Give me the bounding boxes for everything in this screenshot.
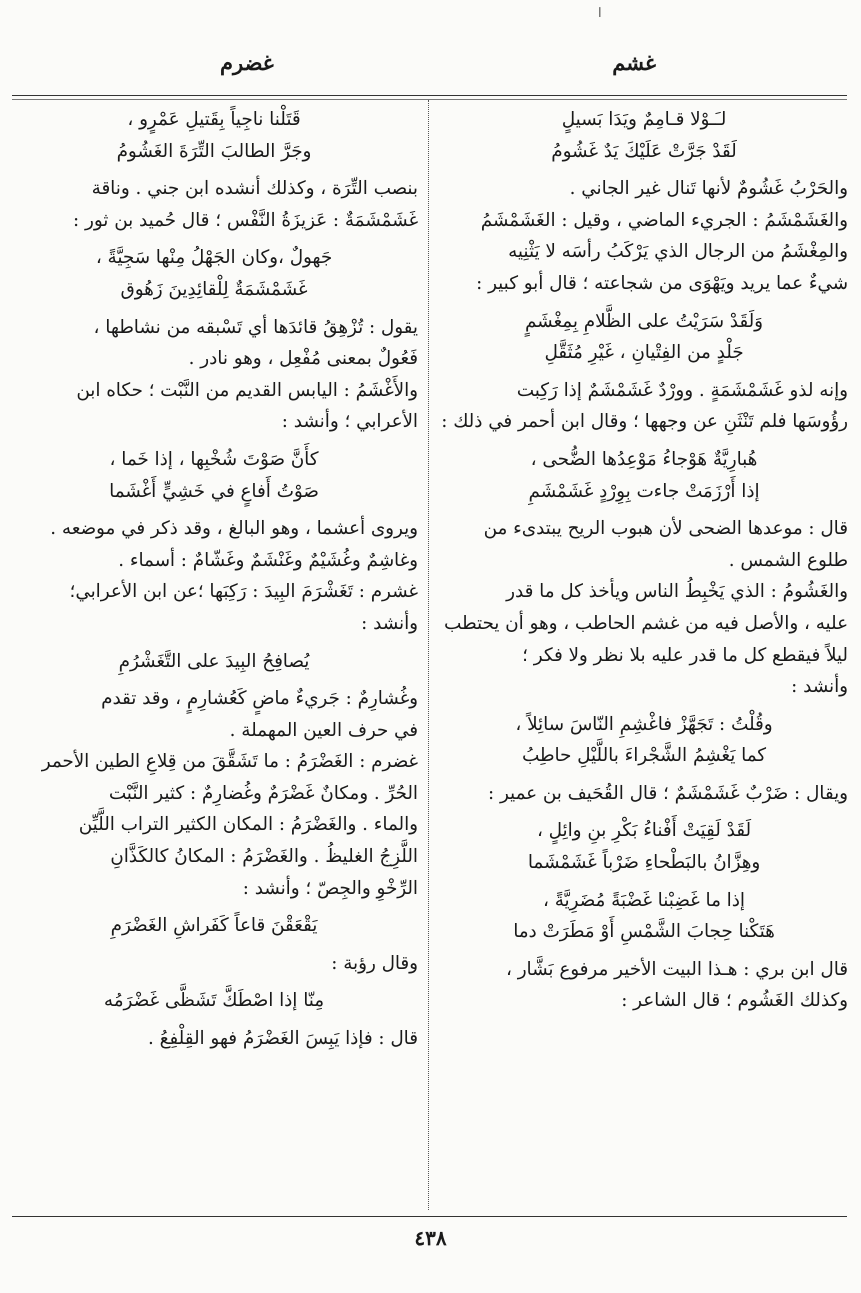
text-line: طلوع الشمس . — [728, 549, 848, 571]
text-line: والغَشُومُ : الذي يَخْبِطُ الناس ويأخذ كل ما قدر — [506, 581, 848, 603]
text-line: قال ابن بري : هـذا البيت الأخير مرفوع بَشَّار ، — [506, 958, 848, 980]
header-word-right: غشم — [612, 50, 656, 75]
text-line: وقال رؤبة : — [331, 952, 418, 974]
text-line: وإنه لذو غَشَمْشَمَةٍ . وورْدٌ غَشَمْشَمٌ إذا رَكِبت — [516, 379, 848, 401]
text-line: ويروى أعشما ، وهو البالغ ، وقد ذكر في موضعه . — [50, 518, 418, 540]
text-line: الأعرابي ؛ وأنشد : — [281, 411, 418, 433]
text-line: وغاشِمٌ وغُشَيْمٌ وغَنْشَمٌ وغَشّامٌ : أسماء . — [118, 549, 418, 571]
verse-line: جَلْدٍ من الفِتْيانِ ، غَيْرِ مُثَقَّلِ — [544, 342, 744, 364]
text-line: وأنشد : — [361, 612, 418, 634]
text-line: عليه ، والأصل فيه من غشم الحاطب ، وهو أن يحتطب — [444, 612, 848, 634]
entry-line: غشرم : تَغَشْرَمَ البِيدَ : رَكِبَها ؛عن ابن الأعرابي؛ — [69, 581, 418, 603]
verse-line: لـَـوْلا قـامِمٌ ويَدَا بَسيلٍ — [561, 109, 727, 130]
entry-line: غضرم : الغَضْرَمُ : ما تَشَقَّقَ من قِلاعِ الطين الأحمر — [41, 751, 418, 773]
verse-line: مِنّا إذا اصْطَكَّ تَشَظَّى غَضْرَمُه — [103, 990, 325, 1012]
verse-line: هُبارِيَّةٌ هَوْجاءُ مَوْعِدُها الضُّحى ، — [530, 448, 758, 470]
text-line: والغَشَمْشَمُ : الجريء الماضي ، وقيل : الغَشَمْشَمُ — [480, 209, 848, 231]
text-line: في حرف العين المهملة . — [229, 719, 418, 741]
left-column — [10, 104, 418, 1204]
verse-line: لَقَدْ جَرَّتْ عَلَيْكَ يَدٌ غَشُومُ — [551, 140, 737, 162]
verse-line: وهِزَّانُ بالبَطْحاءِ ضَرْباً غَشَمْشَما — [527, 852, 761, 874]
text-line: الرِّخْوِ والجِصّ ؛ وأنشد : — [242, 877, 418, 899]
text-line: والأَغْشَمُ : اليابس القديم من النَّبْت ؛ حكاه ابن — [76, 379, 418, 401]
text-line: الحُرِّ . ومكانٌ غَضْرَمٌ وغُضارِمٌ : كثير النَّبْت — [108, 782, 418, 804]
verse-line: لَقَدْ لَقِيَتْ أَفْناءُ بَكْرِ بنِ وائِلٍ ، — [536, 820, 752, 842]
text-line: غَشَمْشَمَةٌ : عَزيزَةُ النَّفْس ؛ قال حُميد بن ثور : — [73, 209, 418, 231]
header-rule — [12, 95, 847, 96]
verse-line: كأَنَّ صَوْتَ شُخْبِها ، إذا خَما ، — [109, 448, 319, 470]
text-line: قال : موعدها الضحى لأن هبوب الريح يبتدىء من — [483, 518, 848, 540]
verse-line: كما يَغْشِمُ الشَّجْراءَ باللَّيْلِ حاطِبُ — [521, 745, 766, 767]
verse-line: وجَرَّ الطالبَ التِّرَةَ الغَشُومُ — [116, 140, 312, 162]
text-line: وكذلك الغَشُوم ؛ قال الشاعر : — [621, 990, 848, 1012]
text-line: رؤُوسَها فلم تَنْثَنِ عن وجهها ؛ وقال ابن أحمر في ذلك : — [441, 411, 848, 433]
text-line: ليلاً فيقطع كل ما قدر عليه بلا نظر ولا فكر ؛ — [522, 644, 848, 666]
right-column — [440, 104, 848, 1204]
text-line: وغُشارِمٌ : جَريءٌ ماضٍ كَعُشارِمٍ ، وقد تقدم — [101, 688, 418, 710]
top-mark: ا — [598, 6, 602, 21]
text-line: شيءٌ عما يريد ويَهْوَى من شجاعته ؛ قال أبو كبير : — [476, 272, 848, 294]
verse-line: جَهولٌ ،وكان الجَهْلُ مِنْها سَجِيَّةً ، — [95, 247, 333, 269]
text-line: يقول : تُزْهِقُ قائدَها أي تَسْبقه من نشاطها ، — [93, 316, 418, 338]
verse-line: قَتَلْنا ناجِياً بِقَتيلِ عَمْرٍو ، — [127, 109, 301, 130]
text-line: ويقال : ضَرْبٌ غَشَمْشَمٌ ؛ قال القُحَيف بن عمير : — [488, 782, 848, 804]
page-number: ٤٣٨ — [414, 1226, 447, 1250]
verse-line: إذا ما غَضِبْنا غَضْبَةً مُضَرِيَّةً ، — [543, 889, 745, 911]
column-divider — [428, 100, 429, 1210]
verse-line: غَشَمْشَمَةٌ لِلْقائِدِينَ زَهُوق — [120, 278, 308, 300]
verse-line: وقُلْتُ : تَجَهَّزْ فاغْشِمِ النّاسَ سائِلاً ، — [515, 713, 773, 735]
verse-line: يُصافِحُ البِيدَ على التَّغَشْرُمِ — [118, 650, 310, 672]
text-line: وأنشد : — [791, 676, 848, 698]
footer-rule — [12, 1216, 847, 1217]
verse-line: صَوْتُ أَفاعٍ في خَشِيٍّ أَغْشَما — [109, 480, 319, 502]
verse-line: هَتَكْنا حِجابَ الشَّمْسِ أَوْ مَطَرَتْ دما — [513, 921, 775, 943]
verse-line: وَلَقَدْ سَرَيْتُ على الظَّلامِ بِمِغْشَمٍ — [525, 310, 763, 332]
page-header — [20, 50, 841, 90]
text-line: والماء . والغَضْرَمُ : المكان الكثير التراب اللَّيِّن — [78, 814, 418, 836]
text-line: فَعُولٌ بمعنى مُفْعِل ، وهو نادر . — [188, 348, 418, 370]
text-line: قال : فإذا يَبِسَ الغَضْرَمُ فهو القِلْفِعُ . — [148, 1028, 418, 1050]
text-line: والحَرْبُ غَشُومٌ لأنها تَنال غير الجاني . — [569, 178, 848, 200]
text-line: بنصب التِّرَة ، وكذلك أنشده ابن جني . وناقة — [91, 178, 418, 200]
header-rule-secondary — [12, 99, 847, 100]
verse-line: يَقْعَقْنَ قاعاً كَفَراشِ الغَضْرَمِ — [110, 915, 318, 937]
header-word-left: غضرم — [220, 50, 274, 75]
text-line: اللَّزِجُ الغليظُ . والغَضْرَمُ : المكانُ كالكَذَّانِ — [110, 846, 418, 868]
verse-line: إذا أَرْزَمَتْ جاءت بِوِرْدٍ غَشَمْشَمِ — [528, 480, 760, 502]
text-line: والمِغْشَمُ من الرجال الذي يَرْكَبُ رأسَه لا يَثْنِيه — [508, 241, 848, 263]
